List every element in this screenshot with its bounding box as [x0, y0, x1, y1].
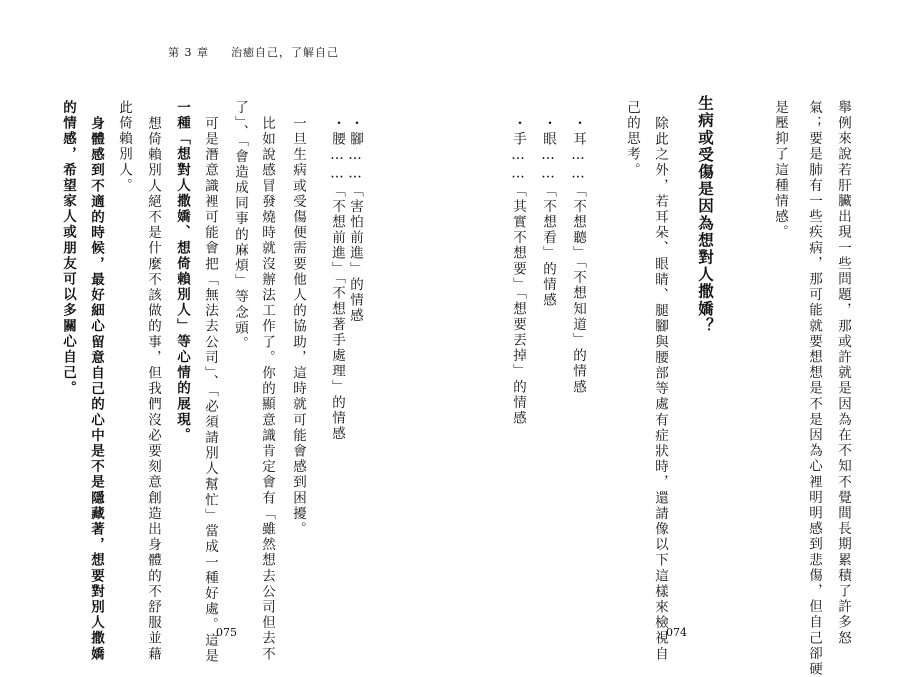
right-page	[450, 0, 900, 677]
running-header	[168, 44, 339, 60]
bullet-line: ・腰……「不想前進」「不想著手處理」的情感	[329, 116, 345, 442]
body-line: 比如說感冒發燒時就沒辦法工作了。你的顯意識肯定會有「雖然想去公司但去不	[259, 116, 275, 662]
body-line: 此倚賴別人。	[116, 100, 132, 194]
chapter-title: 治癒自己，了解自己	[231, 46, 339, 59]
body-line: 氣；要是肺有一些疾病，那可能就要想想是不是因為心裡明明感到悲傷，但自己卻硬	[806, 100, 822, 677]
body-line: 己的思考。	[624, 100, 640, 178]
body-line: 是壓抑了這種情感。	[772, 100, 788, 241]
bullet-line: ・手……「其實不想要」「想要丟掉」的情感	[510, 116, 526, 427]
bullet-line: ・耳……「不想聽」「不想知道」的情感	[570, 116, 586, 396]
bullet-line: ・眼……「不想看」的情感	[540, 116, 556, 309]
body-line: 了」、「會造成同事的麻煩」等念頭。	[232, 100, 248, 352]
body-line: 除此之外，若耳朵、眼睛、腿腳與腰部等處有症狀時，還請像以下這樣來檢視自	[652, 116, 668, 662]
chapter-label: 第 3 章	[168, 46, 209, 59]
body-line: 想倚賴別人絕不是什麼不該做的事，但我們沒必要刻意創造出身體的不舒服並藉	[145, 116, 161, 662]
page-number: 075	[216, 626, 237, 639]
emphasis-line: 身體感到不適的時候，最好細心留意自己的心中是不是隱藏著，想要對別人撒嬌	[88, 116, 104, 662]
left-page	[0, 0, 450, 665]
bullet-line: ・腳……「害怕前進」的情感	[347, 116, 363, 324]
body-line: 舉例來說若肝臟出現一些問題，那或許就是因為在不知不覺間長期累積了許多怒	[835, 100, 851, 646]
body-line: 可是潛意識裡可能會把「無法去公司」、「必須請別人幫忙」當成一種好處。這是	[202, 116, 218, 665]
body-line: 一種「想對人撒嬌、想倚賴別人」等心情的展現。	[174, 100, 190, 444]
body-line: 一旦生病或受傷便需要他人的協助，這時就可能會感到困擾。	[290, 116, 306, 538]
section-heading: 生病或受傷是因為想對人撒嬌？	[696, 95, 714, 335]
page-number: 074	[666, 626, 687, 639]
emphasis-line: 的情感，希望家人或朋友可以多關心自己。	[60, 100, 76, 397]
